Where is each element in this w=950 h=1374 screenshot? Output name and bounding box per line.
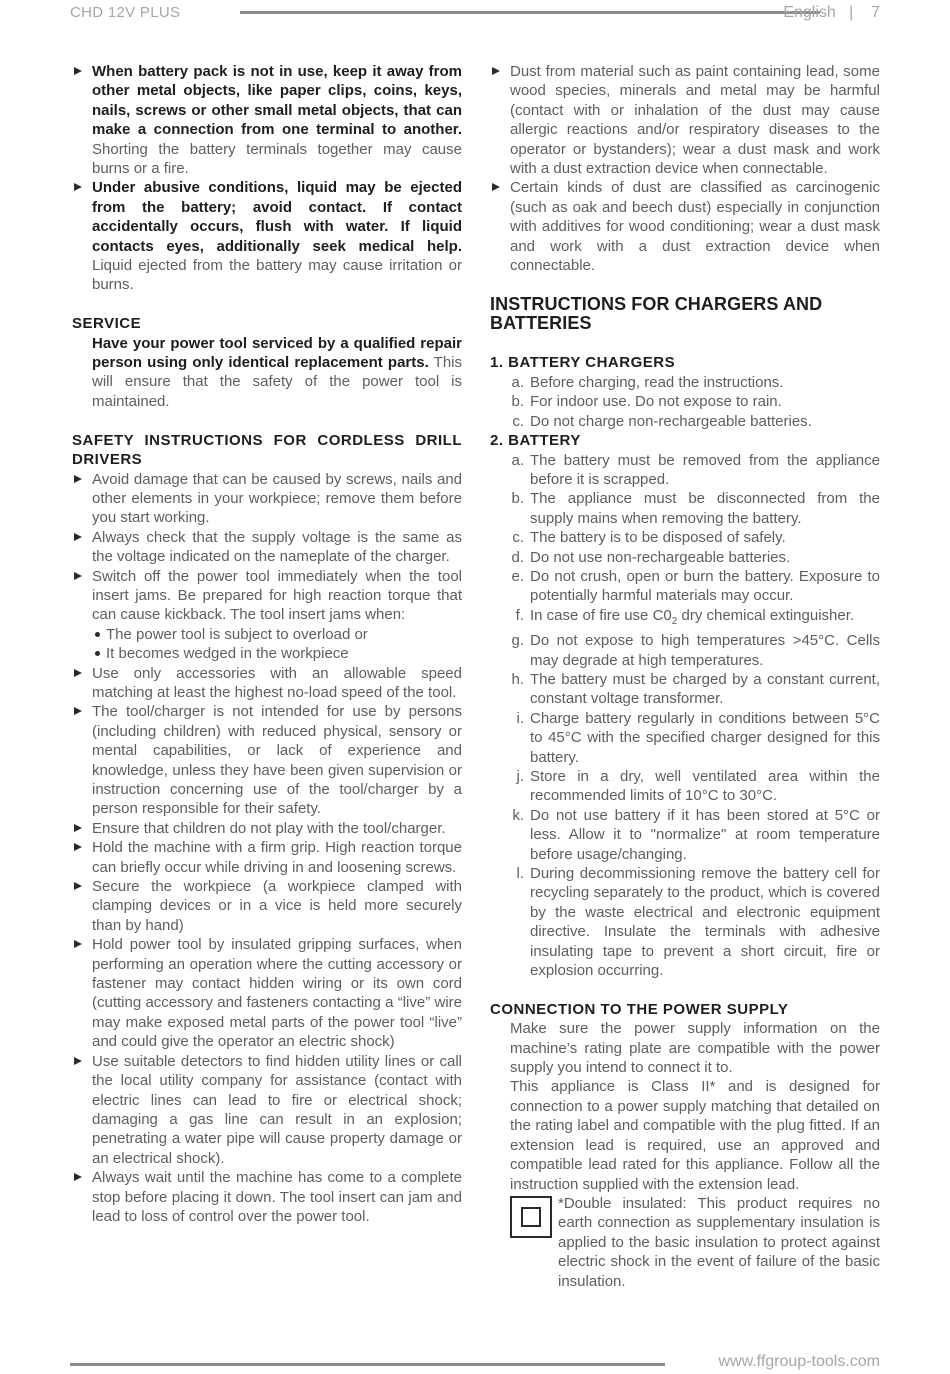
header-separator: | [849,4,854,21]
item-label: b. [511,490,524,508]
item-text: The battery must be charged by a constant current, constant voltage transformer. [530,670,880,708]
item-text: Do not expose to high temperatures >45°C. Cells may degrade at high temperatures. [530,632,880,669]
subscript: 2 [671,615,678,627]
list-item [490,631,880,670]
dust-warning-list [490,62,880,275]
list-item: Dust from material such as paint containing lead, some wood species, minerals and metal may be harmful (contact with or inhalation of the dust may cause allergic reactions and/or respiratory diseases to the operator or bystanders); wear a dust mask and work with a dust extraction device when connectable. [490,62,880,178]
drill-safety-heading: SAFETY INSTRUCTIONS FOR CORDLESS DRILL DRIVERS [72,431,462,469]
item-text: The appliance must be disconnected from the supply mains when removing the battery. [530,490,880,527]
jam-conditions-list [94,625,462,664]
list-item [490,489,880,528]
list-item [490,528,880,547]
left-column [72,62,462,1226]
right-column [490,62,880,1291]
list-item [490,412,880,431]
service-paragraph [72,334,462,412]
drill-safety-list [72,470,462,1227]
list-item [490,670,880,709]
page-footer [70,1352,880,1372]
item-text: Before charging, read the instructions. [530,373,784,391]
item-text: Do not use battery if it has been stored at 5°C or less. Allow it to "normalize" at room temperature before usage/changing. [530,806,880,863]
list-item-text: Switch off the power tool immediately when the tool insert jams. Be prepared for high reaction torque that can cause kickback. The tool insert jams when: [92,567,462,624]
warning-bold: Under abusive conditions, liquid may be ejected from the battery; avoid contact. If contact accidentally occurs, flush with water. If liquid contacts eyes, additionally seek medical help. [92,179,462,255]
sub-list-item: The power tool is subject to overload or [94,625,462,644]
list-item: Avoid damage that can be caused by screws, nails and other elements in your workpiece; remove them before you start working. [72,470,462,528]
item-text: The battery must be removed from the appliance before it is scrapped. [530,451,880,488]
item-label: h. [511,670,524,688]
list-item: The tool/charger is not intended for use by persons (including children) with reduced physical, sensory or mental capabilities, or lack of experience and knowledge, unless they have been given supervision or instruction concerning use of the tool/charger by a person responsible for their safety. [72,702,462,818]
power-supply-paragraph: Make sure the power supply information on the machine’s rating plate are compatible with the power supply you intend to connect it to. [510,1020,880,1077]
list-item [490,567,880,606]
list-item: Always check that the supply voltage is the same as the voltage indicated on the nameplate of the charger. [72,528,462,567]
service-bold: Have your power tool serviced by a qualified repair person using only identical replacement parts. [92,334,462,372]
list-item [490,767,880,806]
language-label: English [783,4,836,21]
list-item [490,806,880,864]
warning-bold: When battery pack is not in use, keep it away from other metal objects, like paper clips, coins, keys, nails, screws or other small metal objects, that can make a connection from one terminal to another. [92,63,462,139]
battery-heading: 2. BATTERY [490,432,581,450]
list-item: Hold power tool by insulated gripping surfaces, when performing an operation where the cutting accessory or fastener may contact hidden wiring or its own cord (cutting accessory and fasteners contacting a “live” wire may make exposed metal parts of the power tool “live” and could give the operator an electric shock) [72,935,462,1051]
warning-text: Liquid ejected from the battery may cause irritation or burns. [92,257,462,294]
battery-chargers-heading: 1. BATTERY CHARGERS [490,354,676,372]
double-insulated-note [490,1194,880,1291]
service-heading: SERVICE [72,315,142,333]
class-ii-paragraph: This appliance is Class II* and is designed for connection to a power supply matching that detailed on the rating label and compatible with the plug fitted. If an extension lead is required, use an approved and compatible lead rated for this appliance. Follow all the instruction supplied with the extension lead. [510,1078,880,1193]
item-text: Do not crush, open or burn the battery. Exposure to potentially harmful materials may occur. [530,567,880,605]
list-item [490,864,880,980]
item-text [530,606,880,631]
footer-rule [70,1363,665,1366]
list-item: Use only accessories with an allowable speed matching at least the highest no-load speed of the tool. [72,664,462,703]
instructions-heading: INSTRUCTIONS FOR CHARGERS AND BATTERIES [490,294,823,334]
service-text: This will ensure that the safety of the power tool is maintained. [92,354,462,410]
warning-text: Shorting the battery terminals together may cause burns or a fire. [92,140,462,178]
item-text: For indoor use. Do not expose to rain. [530,393,782,411]
item-text: During decommissioning remove the battery cell for recycling separately to the product, which is covered by the waste electrical and electronic equipment directive. Insulate the terminals with adhesive insulating tape to prevent a short circuit, fire or explosion occurring. [530,865,880,980]
list-item [490,548,880,567]
model-name: CHD 12V PLUS [70,4,181,21]
item-label: f. [515,606,524,624]
item-text: Charge battery regularly in conditions between 5°C to 45°C with the specified charger designed for this battery. [530,709,880,766]
item-label: e. [511,567,524,585]
list-item: Always wait until the machine has come to a complete stop before placing it down. The tool insert can jam and lead to loss of control over the power tool. [72,1168,462,1226]
extinguisher-text-end: dry chemical extinguisher. [677,606,855,624]
list-item [72,567,462,664]
item-label: i. [516,709,524,727]
list-item: Certain kinds of dust are classified as carcinogenic (such as oak and beech dust) especially in conjunction with additives for wood conditioning; wear a dust mask and work with a dust extraction device when connectable. [490,178,880,275]
item-label: a. [511,373,524,391]
item-label: g. [511,632,524,650]
double-insulation-icon [510,1194,558,1291]
list-item: Hold the machine with a firm grip. High reaction torque can briefly occur while driving in and loosening screws. [72,838,462,877]
item-label: k. [512,806,524,824]
chargers-list [490,373,880,431]
sub-list-item: It becomes wedged in the workpiece [94,644,462,663]
item-text: Do not charge non-rechargeable batteries. [530,412,812,430]
header-rule [240,11,820,14]
page-number: 7 [871,4,880,21]
item-text: Do not use non-rechargeable batteries. [530,548,791,566]
item-text: Store in a dry, well ventilated area within the recommended limits of 10°C to 30°C. [530,768,880,805]
list-item [72,62,462,178]
double-insulated-text: *Double insulated: This product requires no earth connection as supplementary insulation is applied to the basic insulation to protect against electric shock in the event of failure of the basic insulation. [558,1194,880,1290]
list-item [490,373,880,392]
item-label: l. [516,865,524,883]
page-header [70,3,880,23]
extinguisher-text: In case of fire use C0 [530,606,672,624]
list-item [72,178,462,294]
list-item: Ensure that children do not play with the tool/charger. [72,819,462,838]
item-label: d. [511,548,524,566]
item-label: j. [516,768,524,785]
list-item: Secure the workpiece (a workpiece clamped with clamping devices or in a vice is held more securely than by hand) [72,877,462,935]
list-item [490,606,880,631]
item-label: c. [512,412,524,430]
battery-warning-list [72,62,462,295]
power-supply-heading: CONNECTION TO THE POWER SUPPLY [490,1000,789,1018]
battery-list [490,451,880,981]
list-item [490,709,880,767]
list-item: Use suitable detectors to find hidden utility lines or call the local utility company for assistance (contact with electric lines can lead to fire or electrical shock; damaging a gas line can result in an explosion; penetrating a water pipe will cause property damage or an electrical shock). [72,1052,462,1168]
item-text: The battery is to be disposed of safely. [530,529,786,547]
website-url[interactable]: www.ffgroup-tools.com [718,1353,880,1370]
item-label: b. [511,393,524,411]
item-label: a. [511,451,524,469]
list-item [490,392,880,411]
list-item [490,451,880,490]
item-label: c. [512,529,524,547]
page-indicator [783,3,880,22]
